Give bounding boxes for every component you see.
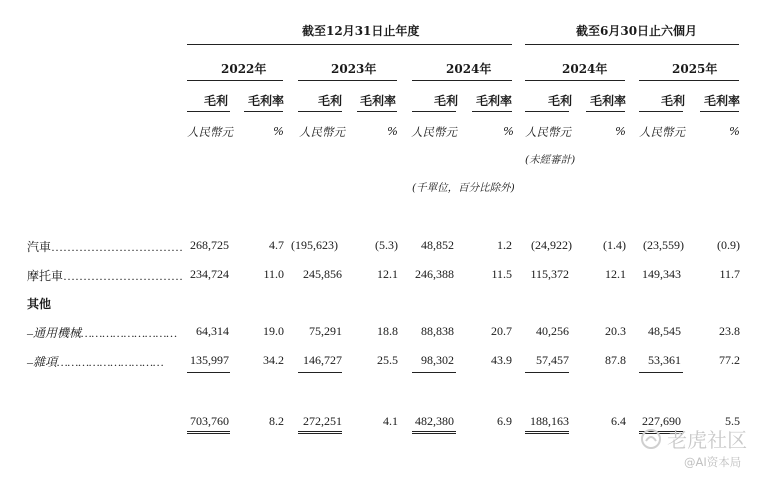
unit-pct-2024: % — [503, 124, 514, 138]
cell: 12.1 — [605, 267, 626, 281]
cell: 57,457 — [536, 353, 569, 367]
col-gross-profit-2025-h1: 毛利 — [661, 94, 686, 108]
total-cell: 188,163 — [530, 414, 569, 428]
col-margin-2025-h1: 毛利率 — [704, 94, 741, 108]
cell: 234,724 — [190, 267, 229, 281]
period-rule-2023 — [298, 80, 397, 81]
cell: 20.3 — [605, 324, 626, 338]
col-margin-2023: 毛利率 — [360, 94, 397, 108]
total-cell: 703,760 — [190, 414, 229, 428]
col-rule-b1 — [298, 111, 342, 112]
cell: 48,852 — [421, 238, 454, 252]
total-cell: 6.4 — [611, 414, 626, 428]
cell: 23.8 — [719, 324, 740, 338]
total-cell: 4.1 — [383, 414, 398, 428]
subtotal-rule-2024-h1 — [525, 372, 569, 373]
total-double-rule-2024 — [412, 431, 456, 434]
total-double-rule-2023 — [298, 431, 342, 434]
col-margin-2022: 毛利率 — [248, 94, 285, 108]
subtotal-rule-2023 — [298, 372, 342, 373]
row-label-miscellaneous: –雜項………………………… — [27, 355, 164, 369]
col-rule-e2 — [700, 111, 739, 112]
cell: 11.5 — [491, 267, 512, 281]
period-header-2025-h1: 2025年 — [672, 62, 718, 76]
cell: 20.7 — [491, 324, 512, 338]
cell: (195,623) — [291, 238, 338, 252]
watermark — [640, 424, 747, 453]
cell: 75,291 — [309, 324, 342, 338]
year-group-header: 截至12月31日止年度 — [302, 24, 420, 38]
cell: 98,302 — [421, 353, 454, 367]
row-label-general-machinery: –通用機械……………………… — [27, 326, 178, 340]
period-header-2022: 2022年 — [221, 62, 267, 76]
cell: 149,343 — [642, 267, 681, 281]
cell: 64,314 — [196, 324, 229, 338]
cell: (0.9) — [717, 238, 740, 252]
period-rule-2022 — [187, 80, 283, 81]
cell: 11.7 — [719, 267, 740, 281]
cell: 1.2 — [497, 238, 512, 252]
cell: 25.5 — [377, 353, 398, 367]
cell: 48,545 — [648, 324, 681, 338]
cell: 11.0 — [263, 267, 284, 281]
col-rule-d1 — [525, 111, 569, 112]
cell: 4.7 — [269, 238, 284, 252]
six-month-group-header: 截至6月30日止六個月 — [576, 24, 698, 38]
period-header-2023: 2023年 — [331, 62, 377, 76]
unit-rmb-2025-h1: 人民幣元 — [639, 125, 685, 139]
unit-rmb-2024-h1: 人民幣元 — [525, 125, 571, 139]
total-cell: 5.5 — [725, 414, 740, 428]
total-cell: 482,380 — [415, 414, 454, 428]
col-rule-e1 — [639, 111, 683, 112]
unit-note: (千單位，百分比除外) — [412, 182, 515, 194]
total-double-rule-2022 — [187, 431, 230, 434]
col-rule-a1 — [187, 111, 230, 112]
watermark-line2: @AI资本局 — [684, 455, 742, 469]
year-group-rule — [187, 44, 512, 45]
cell: 268,725 — [190, 238, 229, 252]
cell: 87.8 — [605, 353, 626, 367]
col-rule-a2 — [244, 111, 283, 112]
cell: 115,372 — [530, 267, 569, 281]
cell: 146,727 — [303, 353, 342, 367]
cell: 19.0 — [263, 324, 284, 338]
col-gross-profit-2023: 毛利 — [318, 94, 343, 108]
cell: 18.8 — [377, 324, 398, 338]
cell: 77.2 — [719, 353, 740, 367]
cell: 34.2 — [263, 353, 284, 367]
period-header-2024: 2024年 — [446, 62, 492, 76]
col-margin-2024-h1: 毛利率 — [590, 94, 627, 108]
col-rule-d2 — [586, 111, 625, 112]
col-gross-profit-2024: 毛利 — [434, 94, 459, 108]
subtotal-rule-2024 — [412, 372, 456, 373]
col-rule-c1 — [412, 111, 456, 112]
unit-rmb-2022: 人民幣元 — [187, 125, 233, 139]
cell: 245,856 — [303, 267, 342, 281]
unit-rmb-2024: 人民幣元 — [411, 125, 457, 139]
cell: 246,388 — [415, 267, 454, 281]
period-rule-2025-h1 — [639, 80, 739, 81]
period-rule-2024-h1 — [525, 80, 625, 81]
cell: 40,256 — [536, 324, 569, 338]
col-rule-b2 — [357, 111, 397, 112]
six-month-group-rule — [525, 44, 739, 45]
total-cell: 6.9 — [497, 414, 512, 428]
row-label-motorcycle: 摩托車………………………… — [27, 269, 184, 283]
subtotal-rule-2025-h1 — [639, 372, 683, 373]
watermark-line1: 老虎社区 — [667, 428, 748, 452]
period-rule-2024 — [412, 80, 512, 81]
unaudited-note: (未經審計) — [525, 154, 576, 166]
cell: (5.3) — [375, 238, 398, 252]
unit-pct-2023: % — [387, 124, 398, 138]
unit-pct-2022: % — [273, 124, 284, 138]
col-rule-c2 — [472, 111, 512, 112]
cell: (1.4) — [603, 238, 626, 252]
cell: 88,838 — [421, 324, 454, 338]
tiger-logo-icon — [640, 428, 662, 450]
col-gross-profit-2024-h1: 毛利 — [548, 94, 573, 108]
cell: 53,361 — [648, 353, 681, 367]
total-double-rule-2024-h1 — [525, 431, 569, 434]
cell: 12.1 — [377, 267, 398, 281]
col-margin-2024: 毛利率 — [476, 94, 513, 108]
row-label-other: 其他 — [27, 297, 52, 311]
cell: (24,922) — [531, 238, 572, 252]
row-label-auto: 汽車…………………………… — [27, 240, 184, 254]
cell: 43.9 — [491, 353, 512, 367]
col-gross-profit-2022: 毛利 — [204, 94, 229, 108]
total-cell: 272,251 — [303, 414, 342, 428]
total-cell: 8.2 — [269, 414, 284, 428]
total-cell: 227,690 — [642, 414, 681, 428]
unit-rmb-2023: 人民幣元 — [299, 125, 345, 139]
subtotal-rule-2022 — [187, 372, 230, 373]
period-header-2024-h1: 2024年 — [562, 62, 608, 76]
cell: (23,559) — [643, 238, 684, 252]
unit-pct-2024-h1: % — [615, 124, 626, 138]
cell: 135,997 — [190, 353, 229, 367]
unit-pct-2025-h1: % — [729, 124, 740, 138]
